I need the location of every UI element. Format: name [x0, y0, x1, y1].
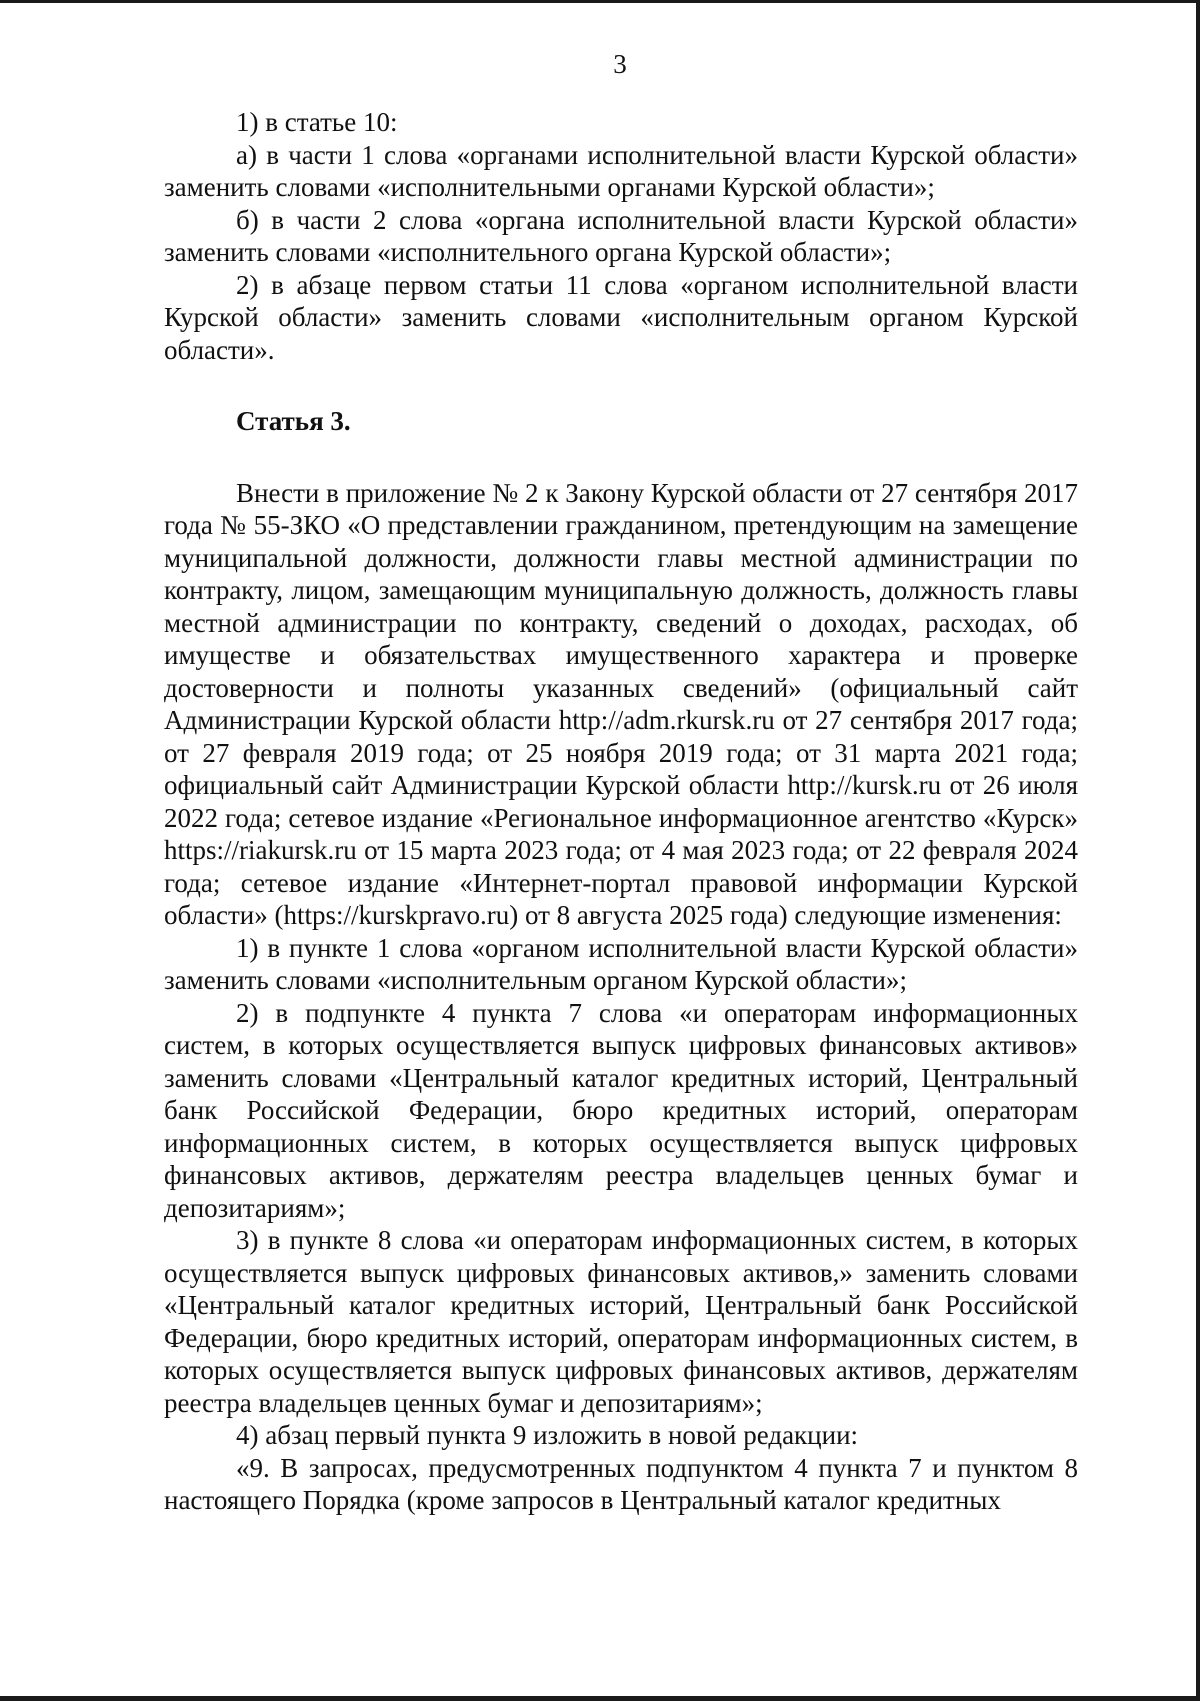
- paragraph-item-2: 2) в подпункте 4 пункта 7 слова «и операторам информационных систем, в которых осуществляется выпуск цифровых финансовых активов» заменить словами «Центральный каталог кредитных историй, Центральный банк Российской Федерации, бюро кредитных историй, операторам информационных систем, в которых осуществляется выпуск цифровых финансовых активов, держателям реестра владельцев ценных бумаг и депозитариям»;: [164, 997, 1078, 1223]
- paragraph-article-10: 1) в статье 10:: [236, 107, 398, 137]
- scan-edge-top: [0, 0, 1200, 3]
- paragraph-article-11: 2) в абзаце первом статьи 11 слова «органом исполнительной власти Курской области» заменить словами «исполнительным органом Курской области».: [164, 269, 1078, 365]
- paragraph-item-4: 4) абзац первый пункта 9 изложить в новой редакции:: [236, 1420, 859, 1450]
- paragraph-intro: Внести в приложение № 2 к Закону Курской области от 27 сентября 2017 года № 55-ЗКО «О представлении гражданином, претендующим на замещение муниципальной должности, должности главы местной администрации по контракту, лицом, замещающим муниципальную должность, должность главы местной администрации по контракту, сведений о доходах, расходах, об имуществе и обязательствах имущественного характера и проверке достоверности и полноты указанных сведений» (официальный сайт Администрации Курской области http://adm.rkursk.ru от 27 сентября 2017 года; от 27 февраля 2019 года; от 25 ноября 2019 года; от 31 марта 2021 года; официальный сайт Администрации Курской области http://kursk.ru от 26 июля 2022 года; сетевое издание «Региональное информационное агентство «Курск» https://riakursk.ru от 15 марта 2023 года; от 4 мая 2023 года; от 22 февраля 2024 года; сетевое издание «Интернет-портал правовой информации Курской области» (https://kurskpravo.ru) от 8 августа 2025 года) следующие изменения:: [164, 477, 1078, 930]
- scan-edge-bottom: [0, 1696, 1200, 1701]
- page-number: 3: [613, 49, 627, 79]
- paragraph-article-10-a: а) в части 1 слова «органами исполнительной власти Курской области» заменить словами «исполнительными органами Курской области»;: [164, 139, 1078, 202]
- article-heading: Статья 3.: [236, 406, 351, 436]
- paragraph-item-1: 1) в пункте 1 слова «органом исполнительной власти Курской области» заменить словами «исполнительным органом Курской области»;: [164, 932, 1078, 995]
- paragraph-item-3: 3) в пункте 8 слова «и операторам информационных систем, в которых осуществляется выпуск цифровых финансовых активов,» заменить словами «Центральный каталог кредитных историй, Центральный банк Российской Федерации, бюро кредитных историй, операторам информационных систем, в которых осуществляется выпуск цифровых финансовых активов, держателям реестра владельцев ценных бумаг и депозитариям»;: [164, 1225, 1078, 1418]
- paragraph-quote: «9. В запросах, предусмотренных подпунктом 4 пункта 7 и пунктом 8 настоящего Порядка (кроме запросов в Центральный каталог кредитных: [164, 1452, 1078, 1515]
- document-body: [164, 106, 1078, 1517]
- scan-edge-right: [1196, 0, 1200, 1701]
- paragraph-article-10-b: б) в части 2 слова «органа исполнительной власти Курской области» заменить словами «исполнительного органа Курской области»;: [164, 204, 1078, 267]
